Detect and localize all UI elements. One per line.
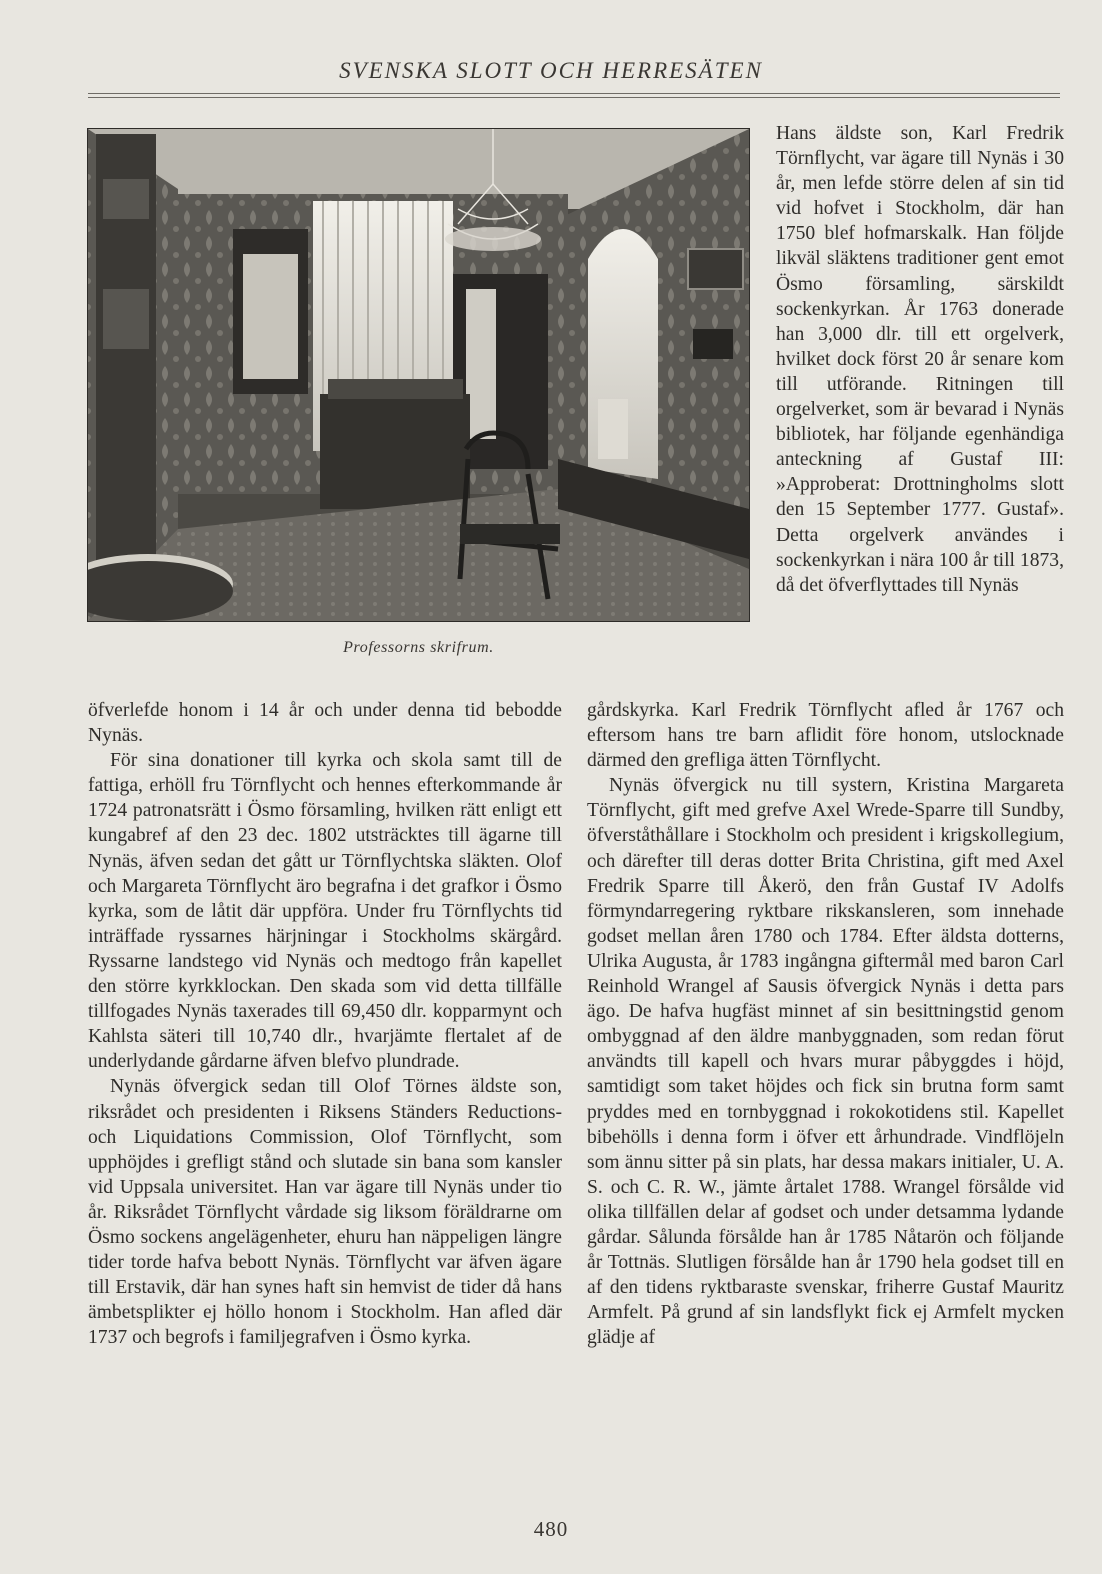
study-room-photo [87,128,750,622]
left-paragraph: öfverlefde honom i 14 år och under denna tid bebodde Nynäs. [88,700,562,747]
right-column-bottom [587,698,1064,1350]
left-paragraph: För sina donationer till kyrka och skola samt till de fattiga, erhöll fru Törnflycht och hennes efterkommande år 1724 patronatsrätt i Ösmo församling, hvilken rätt enligt ett kungabref af den 23 dec. 1802 utsträcktes till ägarne till Nynäs, äfven sedan det gått ur Törnflychtska släkten. Olof och Margareta Törnflycht äro begrafna i det grafkor i Ösmo kyrka, som de låtit där uppföra. Under fru Törnflychts tid inträffade ryssarnes härjningar i Stockholms skärgård. Ryssarne landstego vid Nynäs och medtogo från kapellet den större kyrkklockan. Den skada som vid detta tillfälle tillfogades Nynäs taxerades till 69,450 dlr. kopparmynt och Kahlsta säteri till 10,740 dlr., hvarjämte flertalet af de underlydande gårdarne äfven blefvo plundrade. [88,750,562,1073]
right-column-top-paragraph: Hans äldste son, Karl Fredrik Törnflycht, var ägare till Nynäs i 30 år, men lefde större delen af sin tid vid hofvet i Stockholm, där han 1750 blef hofmarskalk. Han följde likväl släktens traditioner gent emot Ösmo församling, särskildt sockenkyrkan. År 1763 donerade han 3,000 dlr. till ett orgelverk, hvilket dock först 20 år senare kom till utförande. Ritningen till orgelverket, som är bevarad i Nynäs bibliotek, har följande egenhändiga anteckning af Gustaf III: »Approberat: Drottningholms slott den 15 September 1777. Gustaf». Detta orgelverk användes i sockenkyrkan i nära 100 år till 1873, då det öfverflyttades till Nynäs [776,123,1064,596]
right-paragraph: gårdskyrka. Karl Fredrik Törnflycht afled år 1767 och eftersom hans tre barn aflidit före honom, utslocknade därmed den grefliga ätten Törnflycht. [587,700,1064,772]
header-rule [88,93,1060,94]
running-head: SVENSKA SLOTT OCH HERRESÄTEN [339,58,763,83]
left-column [88,698,562,1350]
right-paragraph: Nynäs öfvergick nu till systern, Kristina Margareta Törnflycht, gift med grefve Axel Wrede-Sparre till Sundby, öfverståthållare i Stockholm och president i krigskollegium, och därefter till deras dotter Brita Christina, gift med Axel Fredrik Sparre till Åkerö, den från Gustaf IV Adolfs förmyndarregering ryktbare rikskansleren, som innehade godset mellan åren 1780 och 1784. Efter äldsta dotterns, Ulrika Augusta, år 1783 ingångna giftermål med baron Carl Reinhold Wrangel af Sausis öfvergick Nynäs i detta pars ägo. De hafva hugfäst minnet af sin besittningstid genom ombyggnad af den äldre manbyggnaden, som redan förut användts till kapell och hvars murar påbyggdes i höjd, samtidigt som taket höjdes och fick sin brutna form samt pryddes med en tornbyggnad i rokokotidens stil. Kapellet bibehölls i denna form i öfver ett århundrade. Vindflöjeln som ännu sitter på sin plats, har dessa makars initialer, U. A. S. och C. R. W., jämte årtalet 1788. Wrangel försålde vid olika tillfällen delar af godset och under detsamma lydande gårdar. Sålunda försålde han år 1785 Nåtarön och följande år Tottnäs. Slutligen försålde han år 1790 hela godset till en af den tidens ryktbaraste svenskar, friherre Gustaf Mauritz Armfelt. På grund af sin landsflykt fick ej Armfelt mycken glädje af [587,775,1064,1349]
page-number: 480 [533,1517,569,1541]
header-rule-secondary [88,97,1060,98]
left-paragraph: Nynäs öfvergick sedan till Olof Törnes äldste son, riksrådet och presidenten i Riksens Ständers Reductions- och Liquidations Commission, Olof Törnflycht, som upphöjdes i grefligt stånd och slutade sin bana som kansler vid Uppsala universitet. Han var ägare till Nynäs under tio år. Riksrådet Törnflycht vårdade sig liksom föräldrarne om Ösmo sockens angelägenheter, ehuru han näppeligen längre tider torde hafva bebott Nynäs. Törnflycht var äfven ägare till Erstavik, där han synes haft sin hemvist de tider då hans ämbetsplikter ej höllo honom i Stockholm. Han afled där 1737 och begrofs i familjegrafven i Ösmo kyrka. [88,1076,562,1349]
figure-caption: Professorns skrifrum. [343,639,494,656]
